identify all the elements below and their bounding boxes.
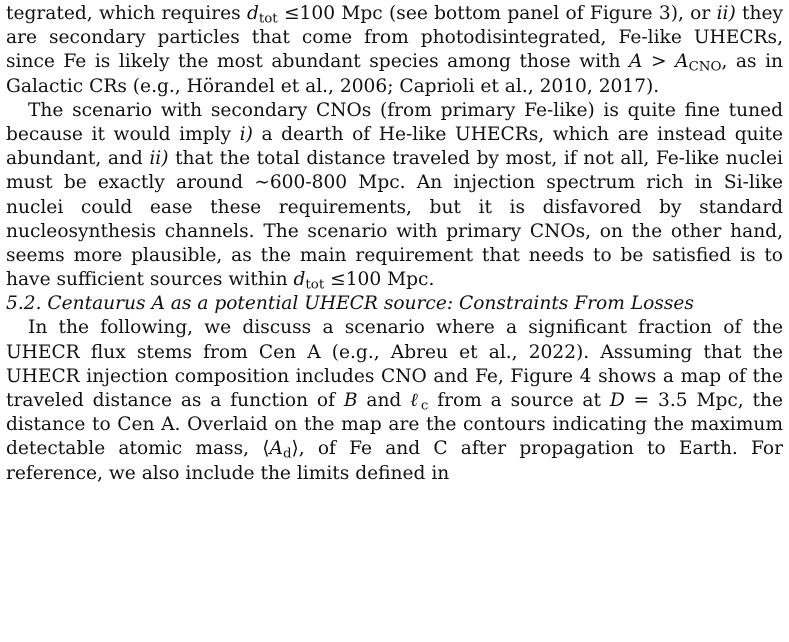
paragraph-3 xyxy=(6,316,783,485)
math-var: D xyxy=(609,390,625,412)
text: ≤100 Mpc (see bottom panel of Figure 3), or xyxy=(277,3,717,24)
text: from a source at xyxy=(428,390,610,412)
enum-marker: ii) xyxy=(716,3,736,24)
math-subscript: d xyxy=(282,447,292,463)
math-var: A xyxy=(675,51,689,73)
text: = 3.5 Mpc, the distance to Cen A. Overlaid on the map are the contours indicating the maximum detectable atomic mass, ⟨ xyxy=(6,390,784,460)
math-var: A xyxy=(269,438,283,460)
text: a dearth of He-like UHECRs, which are instead quite abundant, and xyxy=(6,124,784,170)
enum-marker: i) xyxy=(239,124,253,146)
enum-marker: ii) xyxy=(149,148,169,170)
section-heading: 5.2. Centaurus A as a potential UHECR source: Constraints From Losses xyxy=(6,293,694,315)
math-var: ℓ xyxy=(410,390,421,412)
text: and xyxy=(357,390,411,412)
paragraph-2 xyxy=(6,99,783,293)
math-var: B xyxy=(343,390,358,412)
paragraph-1 xyxy=(6,2,783,99)
text: ≤100 Mpc. xyxy=(324,269,435,291)
text: In the following, we discuss a scenario where a significant fraction of the UHECR flux stems from Cen A (e.g., Abreu et al., 2022). Assuming that the UHECR injection composition includes CNO and Fe, Figure 4 shows a map of the traveled distance as a function of xyxy=(6,317,783,412)
text: ⟩, of Fe and C after propagation to Earth. For reference, we also include the limits defined in xyxy=(6,438,783,484)
math-var: A xyxy=(629,51,643,73)
text: that the total distance traveled by most, if not all, Fe-like nuclei must be exactly around ∼600-800 Mpc. An injection spectrum rich in Si-like nuclei could ease these requirements, but it is disfavored by standard nucleosynthesis channels. The scenario with primary CNOs, on the other hand, seems more plausible, as the main requirement that needs to be satisfied is to have sufficient sources within xyxy=(6,148,784,291)
math-subscript: c xyxy=(420,398,429,414)
math-var: d xyxy=(293,269,306,291)
text: they are secondary particles that come from photodisintegrated, Fe-like UHECRs, since Fe is likely the most abundant species among those with xyxy=(6,3,783,73)
math-subscript: tot xyxy=(258,11,278,27)
text: tegrated, which requires xyxy=(6,3,247,24)
text: The scenario with secondary CNOs (from primary Fe-like) is quite fine tuned because it would imply xyxy=(6,99,783,146)
text: , as in Galactic CRs (e.g., Hörandel et al., 2006; Caprioli et al., 2010, 2017). xyxy=(6,51,784,97)
math-subscript: tot xyxy=(305,277,325,293)
math-op: > xyxy=(642,51,676,73)
math-subscript: CNO xyxy=(688,60,722,76)
math-var: d xyxy=(246,3,259,24)
